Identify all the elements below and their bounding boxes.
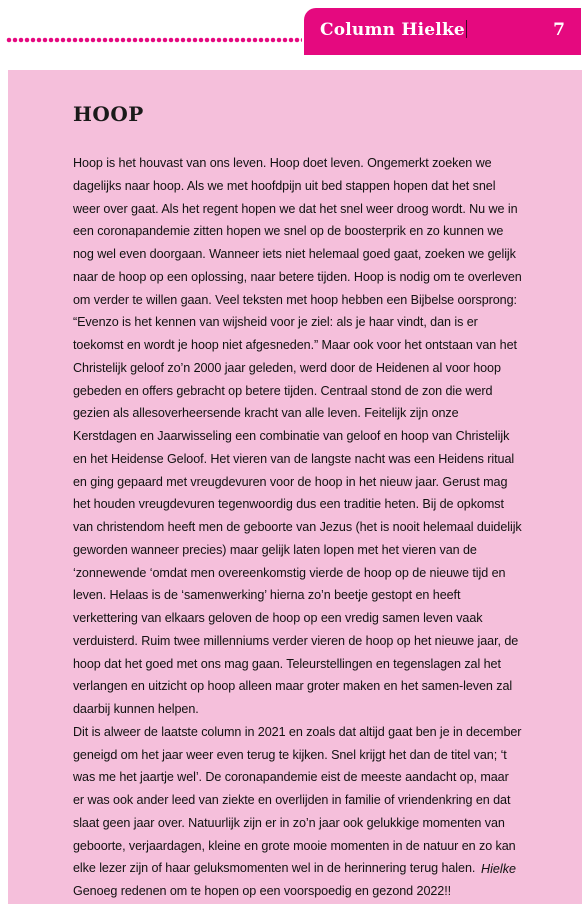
article-paragraph-1: Hoop is het houvast van ons leven. Hoop doet leven. Ongemerkt zoeken we dagelijks naar hoop. Als we met hoofdpijn uit bed stappen hopen dat het snel weer over gaat. Als het regent hopen we dat het snel weer droog wordt. Nu we in een coronapandemie zitten hopen we snel op de boosterprik en zo kunnen we nog wel even doorgaan. Wanneer iets niet helemaal goed gaat, zoeken we gelijk naar de hoop op een oplossing, naar betere tijden. Hoop is nodig om te overleven om verder te willen gaan. Veel teksten met hoop hebben een Bijbelse oorsprong: “Evenzo is het kennen van wijsheid voor je ziel: als je haar vindt, dan is er toekomst en wordt je hoop niet afgesneden.” Maar ook voor het ontstaan van het Christelijk geloof zo’n 2000 jaar geleden, werd door de Heidenen al voor hoop gebeden en offers gebracht op betere tijden. Centraal stond de zon die werd gezien als allesoverheersende kracht van alle leven. Feitelijk zijn onze Kerstdagen en Jaarwisseling een combinatie van geloof en hoop van Christelijk en het Heidense Geloof. Het vieren van de langste nacht was een Heidens ritual en ging gepaard met vreugdevuren voor de hoop in het nieuw jaar. Gerust mag het houden vreugdevuren tegenwoordig dus een traditie heten. Bij de opkomst van christendom heeft men de geboorte van Jezus (het is nooit helemaal duidelijk geworden wanneer precies) maar gelijk laten lopen met het vieren van de ‘zonnewende ‘omdat men overeenkomstig vierde de hoop op de nieuwe tijd en leven. Helaas is de ‘samenwerking’ hierna zo’n beetje gestopt en heeft verkettering van elkaars geloven de hoop op een vredig samen leven vaak verduisterd. Ruim twee millenniums verder vieren de hoop op het nieuwe jaar, de hoop dat het goed met ons mag gaan. Teleurstellingen en tegenslagen zal het verlangen en uitzicht op hoop alleen maar groter maken en het samen-leven zal daarbij kunnen helpen. <box>73 156 522 716</box>
column-header-tab <box>304 8 581 55</box>
author-signature: Hielke <box>481 862 516 876</box>
text-cursor <box>466 20 467 38</box>
article-paragraph-2: Dit is alweer de laatste column in 2021 en zoals dat altijd gaat ben je in december geneigd om het jaar weer even terug te kijken. Snel krijgt het dan de titel van; ‘t was me het jaartje wel’. De coronapandemie eist de meeste aandacht op, maar er was ook ander leed van ziekte en overlijden in familie of vriendenkring en dat slaat geen jaar over. Natuurlijk zijn er in zo’n jaar ook gelukkige momenten van geboorte, verjaardagen, kleine en grote mooie momenten in de natuur en zo kan elke lezer zijn of haar geluksmomenten wel in de herinnering terug halen. Genoeg redenen om te hopen op een voorspoedig en gezond 2022!! <box>73 724 522 898</box>
article-heading: HOOP <box>73 102 144 126</box>
article-panel <box>8 70 582 904</box>
column-title: Column Hielke <box>320 20 465 40</box>
page-number: 7 <box>553 20 565 40</box>
article-body <box>73 152 523 903</box>
dotted-divider <box>6 36 302 44</box>
